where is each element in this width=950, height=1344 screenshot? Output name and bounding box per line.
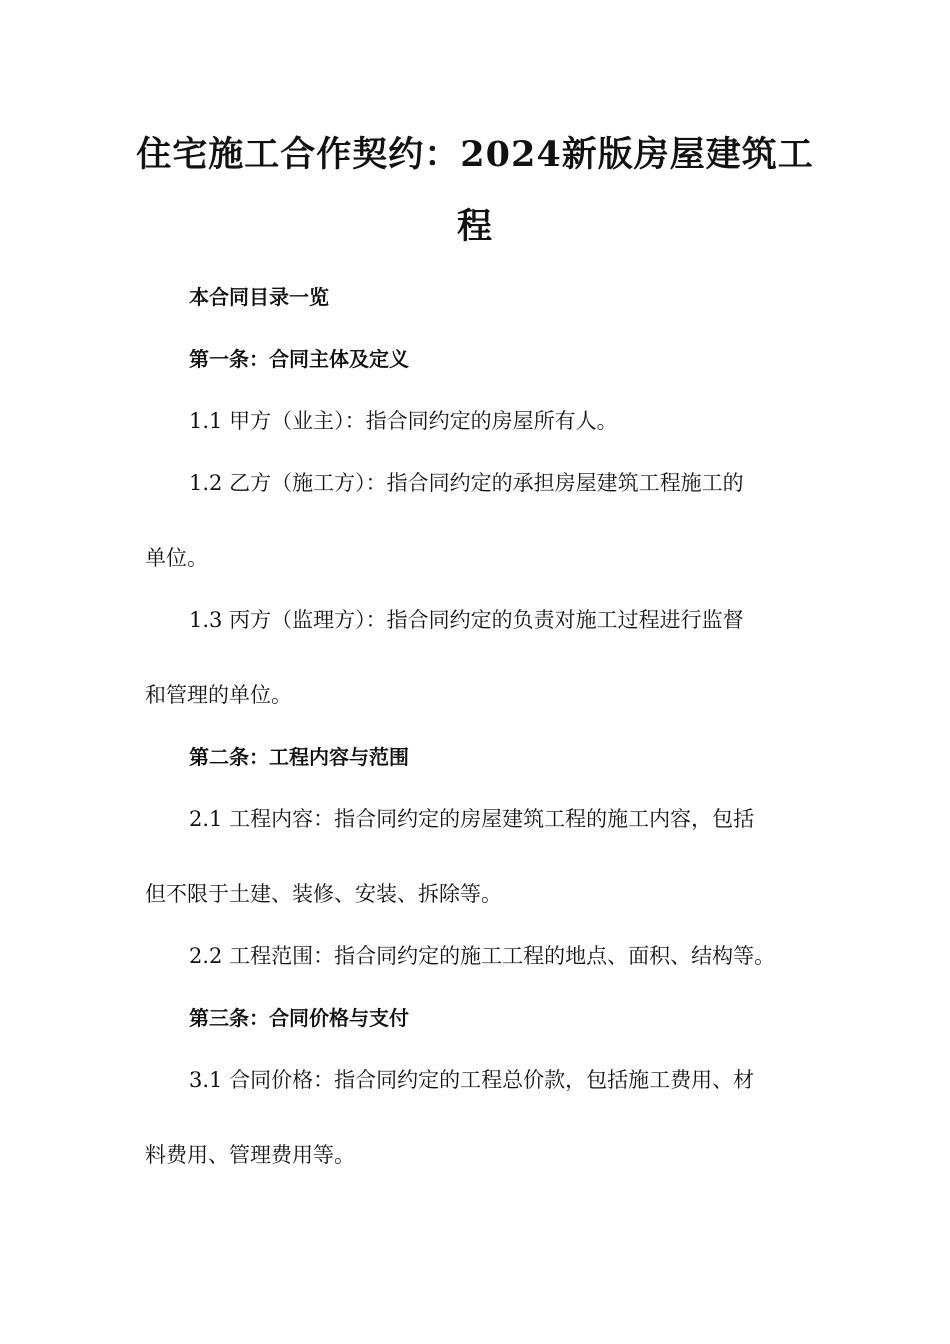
clause-3-1-line-1: 3.1 合同价格：指合同约定的工程总价款，包括施工费用、材 — [189, 1068, 755, 1092]
clause-1-1: 1.1 甲方（业主）：指合同约定的房屋所有人。 — [189, 409, 618, 433]
document-title-line-2: 程 — [456, 206, 493, 247]
toc-heading: 本合同目录一览 — [189, 285, 329, 309]
article-1-heading: 第一条：合同主体及定义 — [189, 347, 409, 371]
article-2-heading: 第二条：工程内容与范围 — [189, 745, 409, 769]
clause-2-2: 2.2 工程范围：指合同约定的施工工程的地点、面积、结构等。 — [189, 944, 776, 968]
clause-1-2-line-2: 单位。 — [145, 546, 208, 570]
clause-2-1-line-2: 但不限于土建、装修、安装、拆除等。 — [145, 882, 502, 906]
clause-2-1-line-1: 2.1 工程内容：指合同约定的房屋建筑工程的施工内容，包括 — [189, 807, 755, 831]
clause-1-3-line-1: 1.3 丙方（监理方）：指合同约定的负责对施工过程进行监督 — [189, 608, 744, 632]
clause-1-2-line-1: 1.2 乙方（施工方）：指合同约定的承担房屋建筑工程施工的 — [189, 471, 744, 495]
clause-3-1-line-2: 料费用、管理费用等。 — [145, 1143, 355, 1167]
clause-1-3-line-2: 和管理的单位。 — [145, 683, 292, 707]
document-title-line-1: 住宅施工合作契约：2024新版房屋建筑工 — [136, 134, 814, 175]
article-3-heading: 第三条：合同价格与支付 — [189, 1006, 409, 1030]
